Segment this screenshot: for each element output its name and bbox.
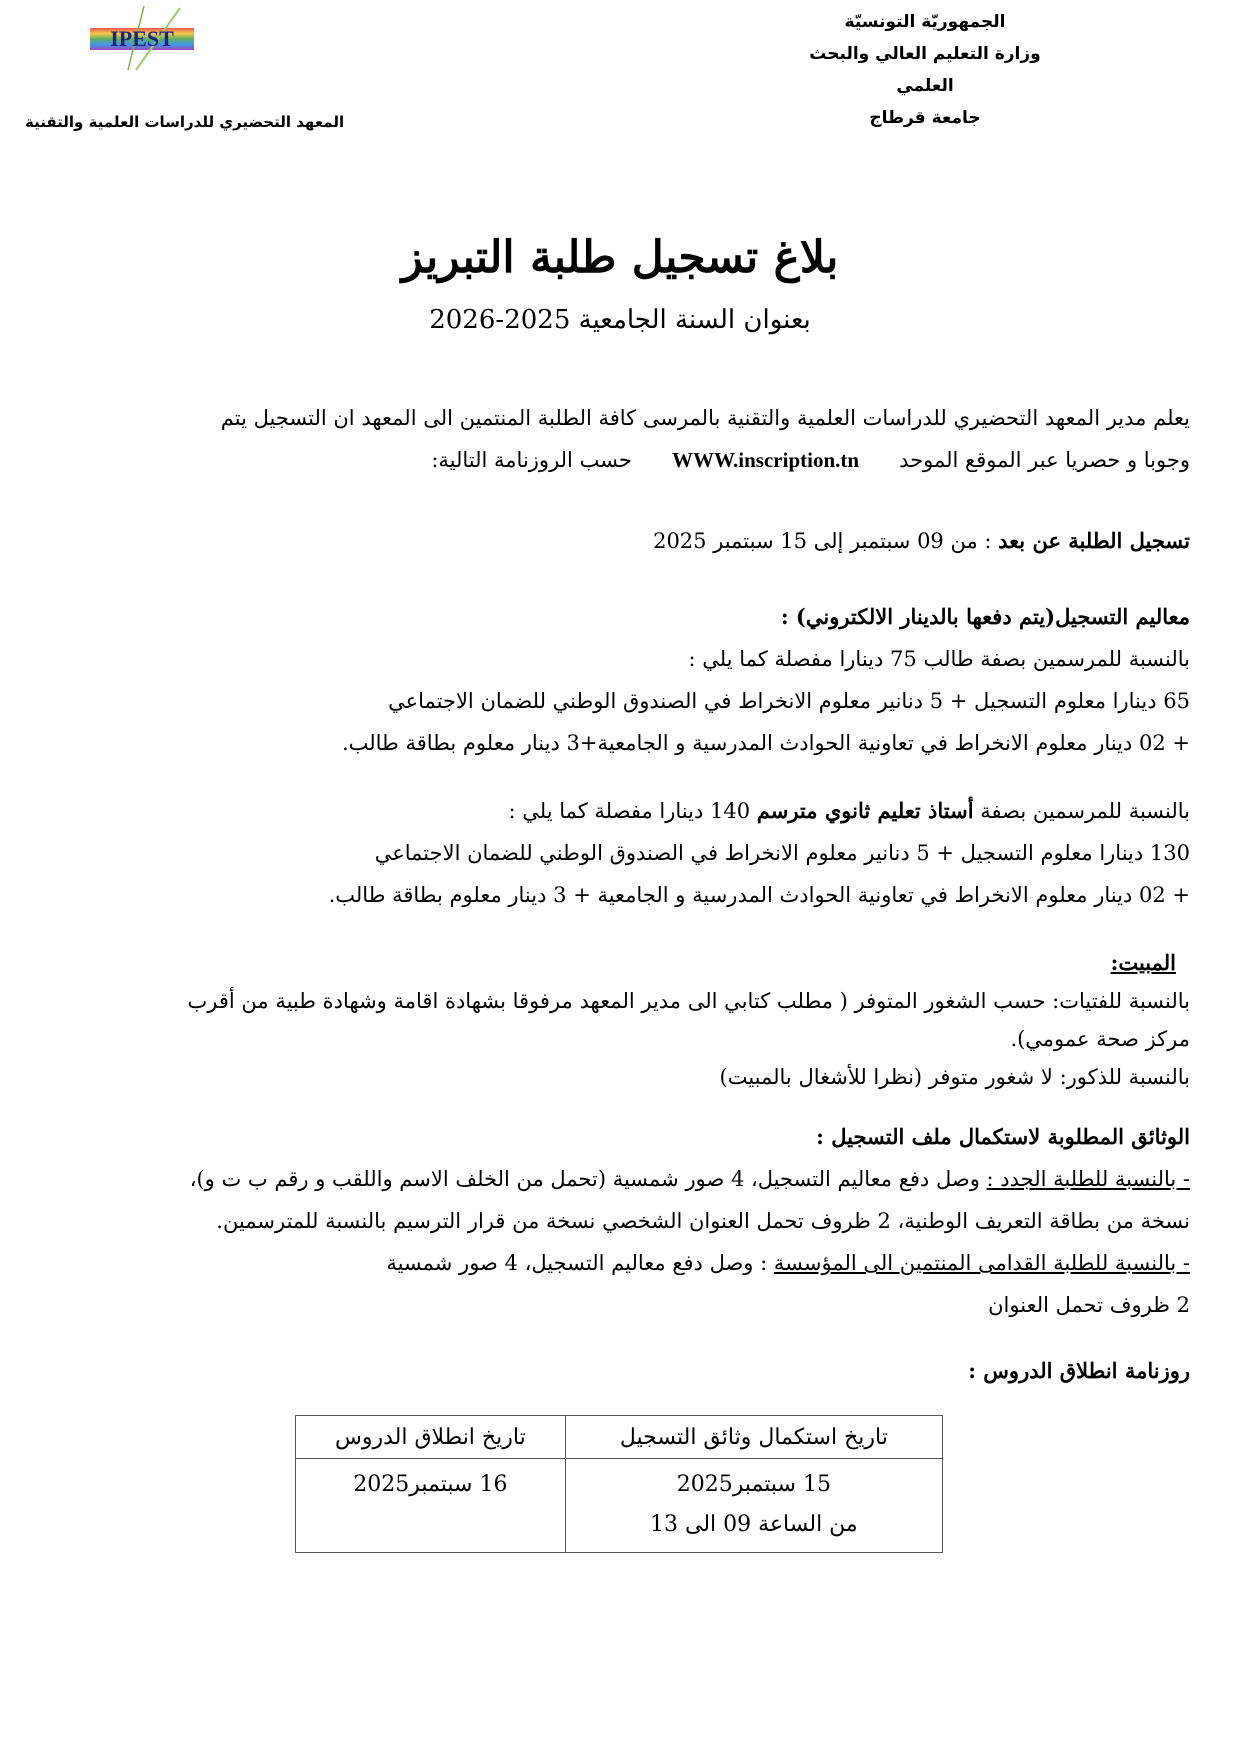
intro-line-1: يعلم مدير المعهد التحضيري للدراسات العلمية والتقنية بالمرسى كافة الطلبة المنتمين الى المعهد ان التسجيل يتم bbox=[220, 406, 1190, 430]
fees-section bbox=[145, 596, 1190, 764]
documents-old-line-2: 2 ظروف تحمل العنوان bbox=[988, 1293, 1190, 1317]
logo-text: IPEST bbox=[110, 26, 174, 51]
table-header-row bbox=[296, 1416, 943, 1459]
fees-teacher-detail-1: 130 دينارا معلوم التسجيل + 5 دنانير معلوم الانخراط في الصندوق الوطني للضمان الاجتماعي bbox=[374, 841, 1190, 865]
fees-teacher-detail-2: + 02 دينار معلوم الانخراط في تعاونية الحوادث المدرسية و الجامعية + 3 دينار معلوم بطاقة طالب. bbox=[328, 883, 1190, 907]
government-header bbox=[785, 6, 1065, 134]
fees-student-line: بالنسبة للمرسمين بصفة طالب 75 دينارا مفصلة كما يلي : bbox=[688, 647, 1190, 671]
schedule-heading: روزنامة انطلاق الدروس : bbox=[968, 1358, 1190, 1383]
documents-new-line-2: نسخة من بطاقة التعريف الوطنية، 2 ظروف تحمل العنوان الشخصي نسخة من قرار الترسيم بالنسبة للمترسمين. bbox=[216, 1209, 1190, 1233]
housing-boys: بالنسبة للذكور: لا شغور متوفر (نظرا للأشغال بالمبيت) bbox=[719, 1065, 1190, 1089]
documents-new-line-1: - بالنسبة للطلبة الجدد : وصل دفع معاليم التسجيل، 4 صور شمسية (تحمل من الخلف الاسم واللقب و رقم ب ت و)، bbox=[189, 1167, 1190, 1191]
intro-paragraph bbox=[145, 397, 1190, 481]
housing-section bbox=[145, 944, 1190, 1096]
fees-student-detail-1: 65 دينارا معلوم التسجيل + 5 دنانير معلوم الانخراط في الصندوق الوطني للضمان الاجتماعي bbox=[388, 689, 1190, 713]
documents-heading: الوثائق المطلوبة لاستكمال ملف التسجيل : bbox=[816, 1124, 1190, 1149]
remote-label: تسجيل الطلبة عن بعد bbox=[998, 528, 1190, 553]
start-date-cell: 16 سبتمبر2025 bbox=[296, 1459, 566, 1553]
intro-line-2: وجوبا و حصريا عبر الموقع الموحد WWW.inscription.tn حسب الروزنامة التالية: bbox=[431, 448, 1190, 472]
fees-heading: معاليم التسجيل(يتم دفعها بالدينار الالكتروني) : bbox=[780, 604, 1190, 629]
registration-url[interactable]: WWW.inscription.tn bbox=[671, 448, 860, 472]
completion-date-cell: 15 سبتمبر2025 من الساعة 09 الى 13 bbox=[565, 1459, 942, 1553]
housing-heading: المبيت: bbox=[1110, 950, 1176, 975]
gov-line-university: جامعة قرطاج bbox=[869, 108, 981, 128]
fees-teacher-line: بالنسبة للمرسمين بصفة أستاذ تعليم ثانوي مترسم 140 دينارا مفصلة كما يلي : bbox=[508, 798, 1190, 823]
ipest-logo bbox=[88, 6, 198, 72]
page-title: بلاغ تسجيل طلبة التبريز bbox=[401, 232, 839, 283]
housing-girls: بالنسبة للفتيات: حسب الشغور المتوفر ( مطلب كتابي الى مدير المعهد مرفوقا بشهادة اقامة وشهادة طبية من أقرب bbox=[187, 989, 1190, 1013]
institute-name: المعهد التحضيري للدراسات العلمية والتقنية bbox=[25, 113, 345, 131]
schedule-table bbox=[295, 1415, 943, 1553]
fees-teacher-section bbox=[145, 790, 1190, 916]
documents-section bbox=[145, 1116, 1190, 1326]
gov-line-republic: الجمهوريّة التونسيّة bbox=[844, 12, 1006, 32]
gov-line-ministry: وزارة التعليم العالي والبحث العلمي bbox=[809, 44, 1041, 96]
col-header-start: تاريخ انطلاق الدروس bbox=[296, 1416, 566, 1459]
documents-old-line-1: - بالنسبة للطلبة القدامى المنتمين الى المؤسسة : وصل دفع معاليم التسجيل، 4 صور شمسية bbox=[386, 1251, 1190, 1275]
fees-student-detail-2: + 02 دينار معلوم الانخراط في تعاونية الحوادث المدرسية و الجامعية+3 دينار معلوم بطاقة طالب. bbox=[341, 731, 1190, 755]
remote-registration bbox=[145, 520, 1190, 562]
col-header-completion: تاريخ استكمال وثائق التسجيل bbox=[565, 1416, 942, 1459]
remote-dates: : من 09 سبتمبر إلى 15 سبتمبر 2025 bbox=[653, 529, 992, 553]
table-row bbox=[296, 1459, 943, 1553]
page-subtitle: بعنوان السنة الجامعية 2025-2026 bbox=[429, 305, 811, 335]
housing-girls-cont: مركز صحة عمومي). bbox=[1010, 1027, 1190, 1051]
